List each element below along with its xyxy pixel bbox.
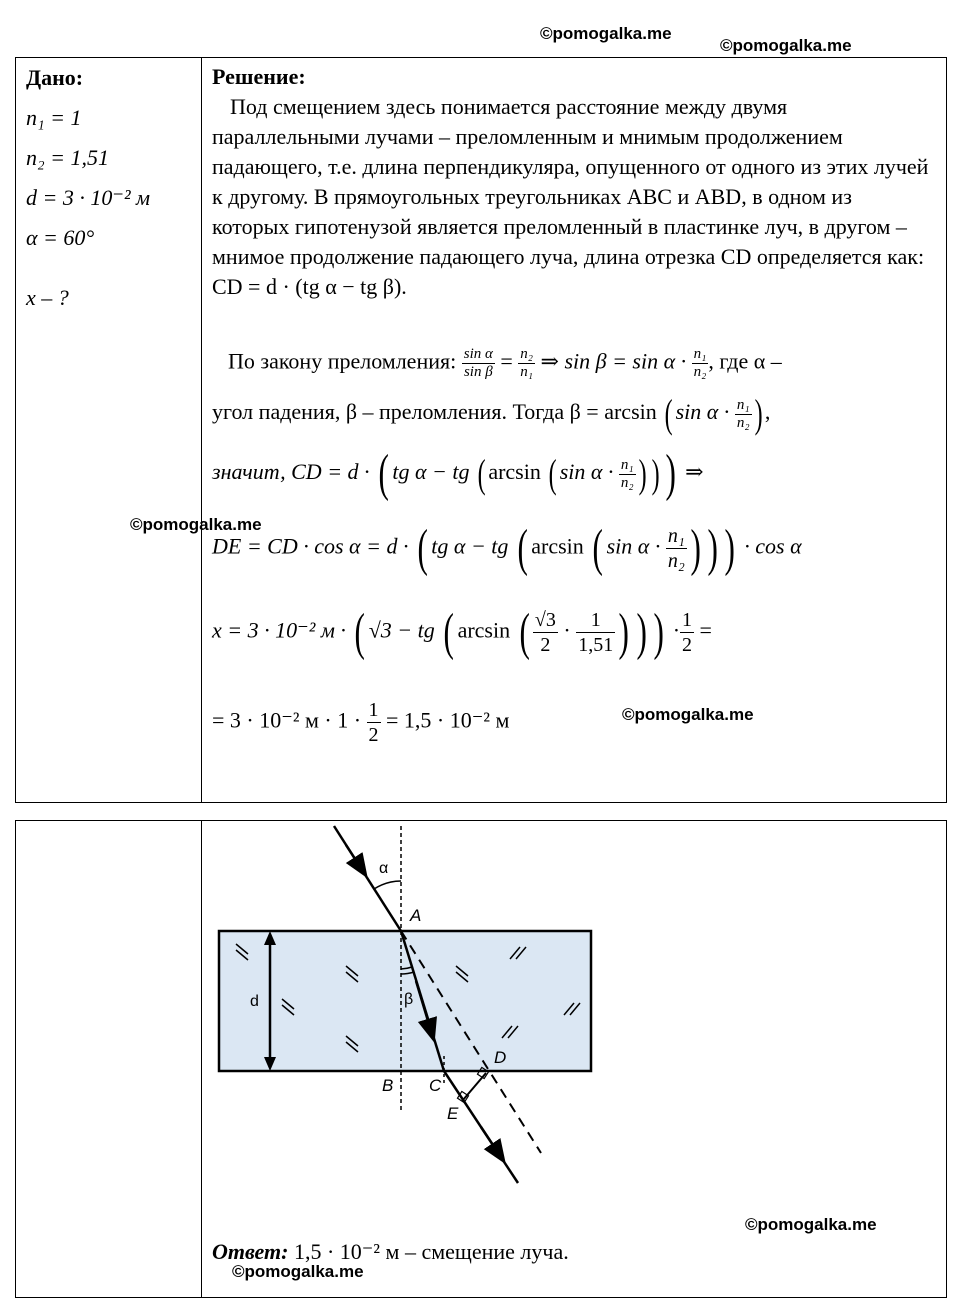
line2-inner: sin α · — [675, 399, 730, 425]
incident-ray — [334, 826, 401, 931]
solution-column — [212, 62, 934, 302]
answer-text: 1,5 · 10⁻² м – смещение луча. — [293, 1239, 569, 1264]
fraction: $\frac{1}{1,51}$ — [578, 609, 614, 656]
beta-expression: угол падения, β – преломления. Тогда β = arcsin ( sin α · $\frac{\text{n₁}}{\text{n₂}}$ ) , — [212, 391, 771, 436]
fraction: $\frac{\text{n₁}}{\text{n₂}}$ — [736, 396, 750, 431]
line4-sin: sin α · — [606, 533, 661, 559]
fraction: $\frac{\text{n₁}}{\text{n₂}}$ — [620, 456, 634, 491]
fraction: $\frac{√3}{2}$ — [534, 609, 556, 656]
fraction: $\frac{\text{sin α}}{\text{sin β}}$ — [463, 346, 493, 380]
fraction: $\frac{1}{2}$ — [368, 699, 379, 746]
line5-prefix: x = 3 · 10⁻² м · — [212, 617, 346, 643]
fraction: $\frac{\text{n₂}}{\text{n₁}}$ — [520, 346, 534, 380]
line4-inner: tg α − tg — [431, 533, 509, 559]
line2-prefix: угол падения, β – преломления. Тогда β = arcsin — [212, 399, 657, 425]
fraction: $\frac{1}{2}$ — [682, 609, 693, 656]
watermark: ©pomogalka.me — [622, 705, 754, 724]
label-d: D — [494, 1048, 507, 1067]
given-n2: n₂ = 1,51 — [26, 145, 109, 170]
line4-suffix: · cos α — [744, 533, 802, 559]
cd-expression: значит, CD = d · ( tg α − tg ( arcsin ( sin α · $\frac{\text{n₁}}{\text{n₂}}$ ) ) ) ⇒ — [212, 445, 704, 502]
watermark: ©pomogalka.me — [232, 1262, 364, 1281]
label-d-thickness: d — [250, 993, 259, 1010]
diagram-table — [15, 820, 947, 1298]
watermark: ©pomogalka.me — [540, 24, 672, 43]
solution-table — [15, 57, 947, 803]
line3-suffix: ⇒ — [685, 459, 704, 485]
final-result — [212, 698, 509, 747]
line6-suffix: = 1,5 · 10⁻² м — [386, 707, 510, 733]
given-alpha: α = 60° — [26, 225, 95, 250]
refraction-diagram — [16, 821, 946, 1297]
fraction: $\frac{\text{n₁}}{\text{n₂}}$ — [693, 346, 707, 380]
watermark: ©pomogalka.me — [745, 1215, 877, 1234]
refraction-law: По закону преломления: $\frac{\text{sin α}}{\text{sin β}}$ = $\frac{\text{n₂}}{\text{n₁}}$ ⇒ sin β = sin α · $\frac{\text{n₁}}{\text{n₂}}$ , где α – — [228, 346, 782, 380]
line3-sin: sin α · — [559, 459, 614, 485]
law-suffix: , где α – — [708, 348, 782, 374]
watermark: ©pomogalka.me — [720, 36, 852, 55]
solution-paragraph: Под смещением здесь понимается расстояние между двумя параллельными лучами – преломленным и мнимым продолжением падающего, т.е. длина перпендикуляра, опущенного от одного из этих лучей к другому. В прямоугольных треугольниках ABC и ABD, в одном из которых гипотенузой является преломленный в пластинке луч, в другом – мнимое продолжение падающего луча, длина отрезка CD определяется как: CD = d · (tg α − tg β). — [212, 94, 929, 299]
column-divider — [201, 58, 202, 802]
line3-prefix: значит, CD = d · — [212, 459, 370, 485]
label-e: E — [447, 1104, 459, 1123]
label-alpha: α — [379, 860, 389, 877]
line3-inner: tg α − tg — [392, 459, 470, 485]
answer-label: Ответ: — [212, 1239, 289, 1264]
law-prefix: По закону преломления: — [228, 348, 457, 374]
given-column — [26, 62, 150, 322]
line4-arcsin: arcsin — [531, 533, 584, 559]
line3-arcsin: arcsin — [488, 459, 541, 485]
solution-title: Решение: — [212, 64, 306, 89]
law-mid: ⇒ sin β = sin α · — [540, 348, 687, 374]
label-beta: β — [404, 991, 414, 1008]
label-b: B — [382, 1076, 394, 1095]
line4-prefix: DE = CD · cos α = d · — [212, 533, 409, 559]
line5-sqrt: √3 − tg — [368, 617, 435, 643]
label-a: A — [410, 906, 422, 925]
x-expression: x = 3 · 10⁻² м · ( √3 − tg ( arcsin ( $\frac{√3}{2}$ · $\frac{1}{1,51}$ ) ) ) · $\frac{1}{2}$ = — [212, 603, 712, 661]
given-find: x – ? — [26, 285, 69, 310]
given-title: Дано: — [26, 65, 84, 90]
label-c: C — [429, 1076, 442, 1095]
given-n1: n₁ = 1 — [26, 105, 82, 130]
line6-prefix: = 3 · 10⁻² м · 1 · — [212, 707, 362, 733]
watermark: ©pomogalka.me — [130, 515, 262, 534]
de-expression: DE = CD · cos α = d · ( tg α − tg ( arcsin ( sin α · $\frac{\text{n₁}}{\text{n₂}}$ ) ) ) · cos α — [212, 519, 802, 577]
fraction: $\frac{\text{n₁}}{\text{n₂}}$ — [667, 525, 685, 572]
given-d: d = 3 · 10⁻² м — [26, 185, 151, 210]
line5-arcsin: arcsin — [457, 617, 511, 643]
